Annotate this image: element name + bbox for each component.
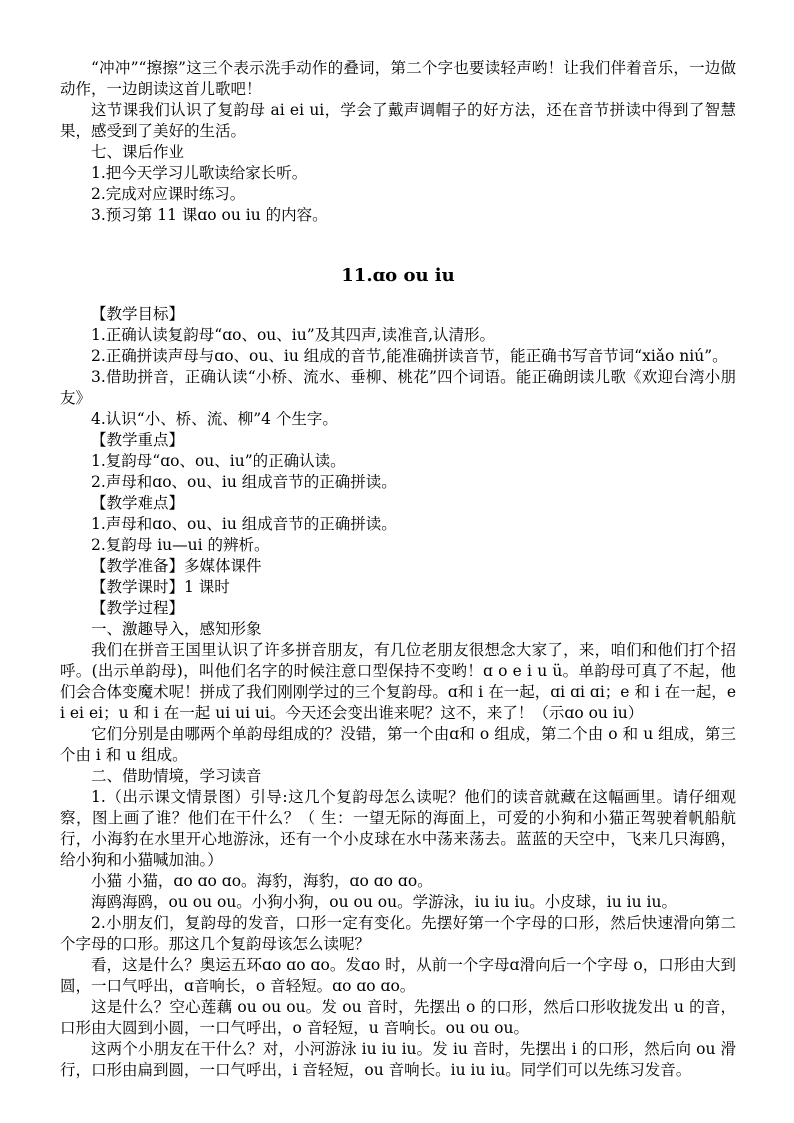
paragraph-scene: 1.（出示课文情景图）引导:这几个复韵母怎么读呢？他们的读音就藏在这幅画里。请仔细观察，图上画了谁？他们在干什么？（ 生：一望无际的海面上，可爱的小狗和小猫正驾驶着帆船航行，小海豹在水里开心地游泳，还有一个小皮球在水中荡来荡去。蓝蓝的天空中，飞来几只海鸥，给小狗和小猫喊加油。） xyxy=(60,788,736,869)
chant-line-2: 海鸥海鸥，ou ou ou。小狗小狗，ou ou ou。学游泳，iu iu iu。小皮球，iu iu iu。 xyxy=(91,893,677,911)
paragraph-summary: 这节课我们认识了复韵母 ai ei ui，学会了戴声调帽子的好方法，还在音节拼读中得到了智慧果，感受到了美好的生活。 xyxy=(60,101,736,140)
objective-2: 2.正确拼读声母与ɑo、ou、iu 组成的音节,能准确拼读音节，能正确书写音节词“xiǎo niú”。 xyxy=(91,347,728,365)
homework-item-1: 1.把今天学习儿歌读给家长听。 xyxy=(91,164,308,182)
heading-process: 【教学过程】 xyxy=(91,599,185,617)
document-body xyxy=(60,58,736,1081)
section-pronunciation-heading: 二、借助情境，学习读音 xyxy=(91,767,262,785)
chant-line-1: 小猫 小猫，ɑo ɑo ɑo。海豹，海豹，ɑo ɑo ɑo。 xyxy=(91,872,433,890)
heading-preparation: 【教学准备】多媒体课件 xyxy=(91,557,262,575)
paragraph-introduction: 我们在拼音王国里认识了许多拼音朋友，有几位老朋友很想念大家了，来，咱们和他们打个招呼。(出示单韵母)，叫他们名字的时候注意口型保持不变哟！ɑ o e i u ü。单韵母可真了不起，他们会合体变魔术呢！拼成了我们刚刚学过的三个复韵母。ɑ和 i 在一起，ɑi ɑi ɑi；e 和 i 在一起，ei ei ei；u 和 i 在一起 ui ui ui。今天还会变出谁来呢？这不，来了！（示ɑo ou iu） xyxy=(60,641,736,722)
heading-class-hours: 【教学课时】1 课时 xyxy=(91,578,230,596)
key-point-1: 1.复韵母“ɑo、ou、iu”的正确认读。 xyxy=(91,452,346,470)
difficulty-2: 2.复韵母 iu—ui 的辨析。 xyxy=(91,536,270,554)
objective-3: 3.借助拼音，正确认读“小桥、流水、垂柳、桃花”四个词语。能正确朗读儿歌《欢迎台湾小朋友》 xyxy=(60,368,736,407)
heading-key-points: 【教学重点】 xyxy=(91,431,185,449)
objective-1: 1.正确认读复韵母“ɑo、ou、iu”及其四声,读准音,认清形。 xyxy=(91,326,496,344)
heading-difficulties: 【教学难点】 xyxy=(91,494,185,512)
lesson-title: 11.ɑo ou iu xyxy=(341,265,455,286)
paragraph-ao: 看，这是什么？奥运五环ɑo ɑo ɑo。发ɑo 时，从前一个字母ɑ滑向后一个字母 o，口形由大到圆，一口气呼出，ɑ音响长，o 音轻短。ɑo ɑo ɑo。 xyxy=(60,956,736,995)
paragraph-reduplication: “冲冲”“擦擦”这三个表示洗手动作的叠词，第二个字也要读轻声哟！让我们伴着音乐，一边做动作，一边朗读这首儿歌吧！ xyxy=(60,59,736,98)
homework-item-2: 2.完成对应课时练习。 xyxy=(91,185,246,203)
section-homework-heading: 七、课后作业 xyxy=(91,143,185,161)
difficulty-1: 1.声母和ɑo、ou、iu 组成音节的正确拼读。 xyxy=(91,515,397,533)
paragraph-mouth-shape: 2.小朋友们，复韵母的发音，口形一定有变化。先摆好第一个字母的口形，然后快速滑向第二个字母的口形。那这几个复韵母该怎么读呢？ xyxy=(60,914,736,953)
paragraph-composition: 它们分别是由哪两个单韵母组成的？没错，第一个由ɑ和 o 组成，第二个由 o 和 u 组成，第三个由 i 和 u 组成。 xyxy=(60,725,736,764)
homework-item-3: 3.预习第 11 课ɑo ou iu 的内容。 xyxy=(91,206,328,224)
objective-4: 4.认识“小、桥、流、柳”4 个生字。 xyxy=(91,410,338,428)
heading-objectives: 【教学目标】 xyxy=(91,305,185,323)
section-introduction-heading: 一、激趣导入，感知形象 xyxy=(91,620,262,638)
paragraph-iu: 这两个小朋友在干什么？对，小河游泳 iu iu iu。发 iu 音时，先摆出 i 的口形，然后向 ou 滑行，口形由扁到圆，一口气呼出，i 音轻短，ou 音响长。iu iu iu。同学们可以先练习发音。 xyxy=(60,1040,736,1079)
key-point-2: 2.声母和ɑo、ou、iu 组成音节的正确拼读。 xyxy=(91,473,397,491)
paragraph-ou: 这是什么？空心莲藕 ou ou ou。发 ou 音时，先摆出 o 的口形，然后口形收拢发出 u 的音，口形由大圆到小圆，一口气呼出，o 音轻短，u 音响长。ou ou ou。 xyxy=(60,998,736,1037)
